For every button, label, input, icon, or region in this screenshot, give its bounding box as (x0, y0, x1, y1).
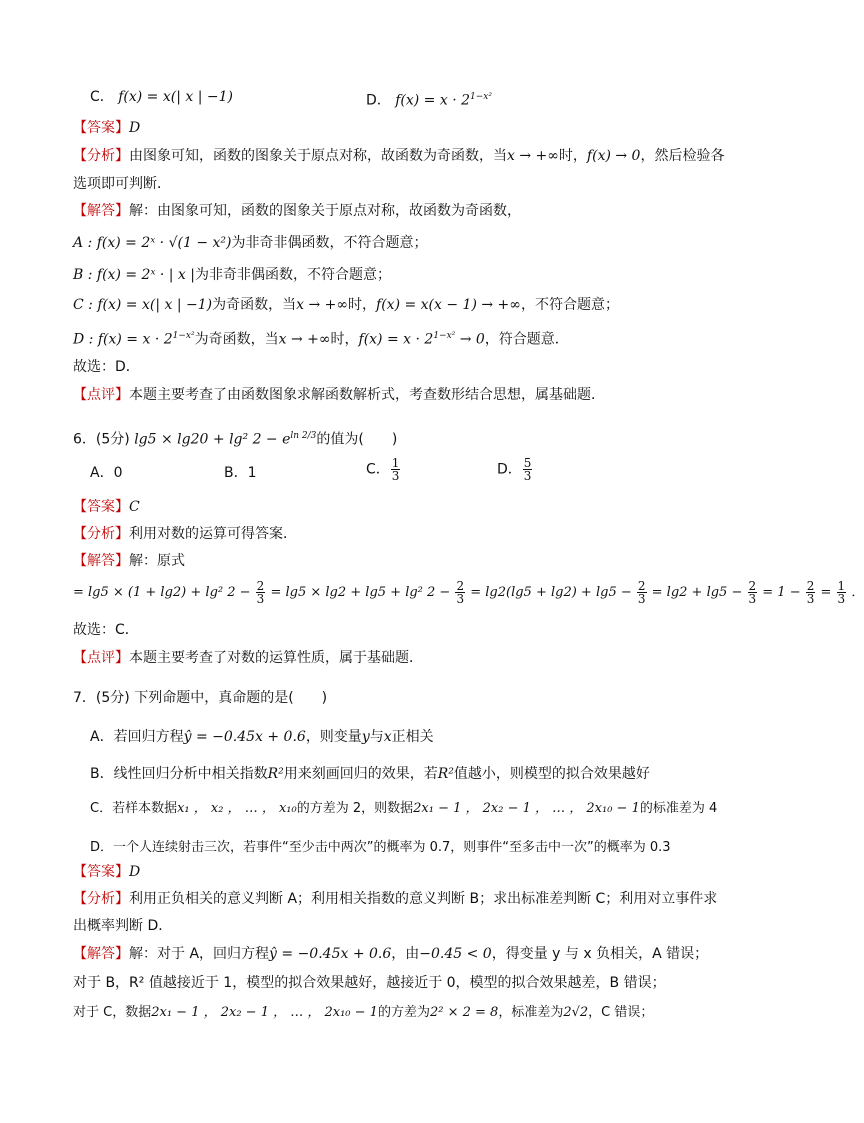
q5-solution-b (73, 265, 391, 285)
q5-option-d (366, 87, 492, 111)
calc-step: = lg5 × (1 + lg2) + lg² 2 − (73, 585, 255, 600)
answer-value: D (129, 864, 141, 880)
solution-math: −0.45 < 0 (419, 946, 492, 962)
q6-solution-calc (73, 580, 864, 605)
solution-math: 2² × 2 = 8 (429, 1005, 499, 1020)
solution-text: 为非奇非偶函数，不符合题意； (195, 267, 391, 283)
q6-option-c (366, 457, 401, 482)
q5-solution-d (73, 326, 569, 350)
fraction-denominator: 3 (806, 592, 815, 606)
q6-option-a: A．0 (90, 465, 123, 481)
q5-option-d-label: D． (366, 92, 391, 109)
option-math: R² (267, 766, 284, 782)
solution-text: 为非奇非偶函数，不符合题意； (231, 235, 428, 251)
fraction-numerator: 2 (637, 579, 646, 593)
q7-option-a (90, 727, 434, 747)
solution-text: ，C 错误； (588, 1005, 654, 1020)
solution-tag: 【解答】 (73, 553, 129, 569)
solution-text: ，标准差为 (498, 1005, 564, 1020)
calc-step: = (816, 585, 836, 600)
q5-option-c (90, 87, 233, 107)
analysis-tag: 【分析】 (73, 891, 129, 907)
option-text: 值越小，则模型的拟合效果越好 (453, 766, 650, 782)
solution-text: ，得变量 y 与 x 负相关，A 错误； (491, 946, 709, 962)
q7-answer (73, 862, 140, 882)
q6-solution-choice: 故选：C． (73, 622, 139, 638)
option-math: y (361, 729, 370, 745)
fraction (806, 580, 816, 605)
fraction-numerator: 2 (256, 579, 265, 593)
fraction-denominator: 3 (637, 592, 646, 606)
q5-option-d-exponent: 1−x² (470, 92, 492, 102)
fraction-numerator: 1 (391, 456, 400, 470)
solution-text: ，不符合题意； (520, 297, 619, 313)
question-text: 的值为( ) (316, 431, 398, 448)
option-math: x₁ ， x₂ ， … ， x₁₀ (177, 801, 297, 816)
fraction (523, 457, 533, 482)
answer-tag: 【答案】 (73, 499, 129, 515)
fraction-denominator: 3 (256, 592, 265, 606)
option-text: 正相关 (391, 729, 434, 745)
comment-text: 本题主要考查了对数的运算性质，属于基础题． (129, 650, 423, 666)
solution-math: → 0 (455, 331, 485, 348)
solution-math: C : f(x) = x(| x | −1) (73, 297, 213, 313)
calc-step: = lg2(lg5 + lg2) + lg5 − (466, 585, 636, 600)
q5-answer (73, 118, 140, 138)
fraction-numerator: 5 (523, 456, 532, 470)
q5-solution-c (73, 295, 619, 315)
question-number: 6．(5分) (73, 431, 130, 448)
solution-math: f(x) = x · 2 (358, 331, 434, 348)
solution-tag: 【解答】 (73, 203, 129, 219)
solution-text: ，符合题意． (484, 331, 569, 348)
option-math: 2x₁ − 1 ， 2x₂ − 1 ， … ， 2x₁₀ − 1 (413, 801, 640, 816)
solution-exponent: 1−x² (433, 331, 456, 341)
q5-analysis-line2: 选项即可判断． (73, 176, 171, 192)
fraction-denominator: 3 (837, 592, 846, 606)
option-text: 的方差为 2，则数据 (296, 801, 414, 816)
q7-solution-line1 (73, 944, 708, 964)
solution-text: 解：对于 A，回归方程 (129, 946, 270, 962)
q6-stem (73, 426, 397, 450)
q7-option-c (90, 799, 717, 819)
solution-text: 时， (348, 297, 377, 313)
q7-solution-line3 (73, 1003, 653, 1023)
answer-tag: 【答案】 (73, 864, 129, 880)
fraction-denominator: 3 (748, 592, 757, 606)
q7-solution-line2: 对于 B，R² 值越接近于 1，模型的拟合效果越好，越接近于 0，模型的拟合效果越差，B 错误； (73, 975, 666, 991)
analysis-math: f(x) → 0 (586, 148, 641, 164)
option-text: ，则变量 (305, 729, 362, 745)
analysis-text: 时， (558, 148, 587, 164)
fraction-numerator: 2 (748, 579, 757, 593)
calc-step: = 1 − (758, 585, 805, 600)
q5-comment (73, 385, 605, 405)
q7-stem: 7．(5分) 下列命题中，真命题的是( ) (73, 690, 328, 706)
solution-text: 为奇函数，当 (212, 297, 297, 313)
solution-math: x → +∞ (278, 331, 331, 348)
solution-text: 的方差为 (377, 1005, 430, 1020)
option-label: C． (366, 461, 390, 478)
q6-comment (73, 648, 423, 668)
analysis-text: ，然后检验各 (640, 148, 725, 164)
solution-math: ŷ = −0.45x + 0.6 (269, 946, 392, 962)
answer-tag: 【答案】 (73, 120, 129, 136)
solution-text: 对于 C，数据 (73, 1005, 152, 1020)
q6-option-d (497, 457, 533, 482)
option-text: A．若回归方程 (90, 729, 184, 745)
solution-exponent: 1−x² (172, 331, 195, 341)
q6-solution-intro (73, 551, 185, 571)
fraction-numerator: 2 (456, 579, 465, 593)
calc-step: ． (847, 585, 864, 600)
solution-math: x → +∞ (296, 297, 349, 313)
solution-math: D : f(x) = x · 2 (73, 331, 173, 348)
q7-option-d: D．一个人连续射击三次，若事件“至少击中两次”的概率为 0.7，则事件“至多击中一次”的概率为 0.3 (90, 840, 671, 855)
fraction (637, 580, 647, 605)
option-text: B．线性回归分析中相关指数 (90, 766, 268, 782)
calc-step: = lg5 × lg2 + lg5 + lg² 2 − (266, 585, 455, 600)
comment-tag: 【点评】 (73, 387, 129, 403)
fraction (837, 580, 847, 605)
q6-answer (73, 497, 140, 517)
analysis-text: 利用对数的运算可得答案． (129, 526, 297, 542)
answer-value: C (129, 499, 140, 515)
solution-text: 时， (330, 331, 359, 348)
option-text: 的标准差为 4 (639, 801, 718, 816)
fraction-denominator: 3 (456, 592, 465, 606)
option-math: x (383, 729, 392, 745)
solution-text: 为奇函数，当 (194, 331, 279, 348)
analysis-tag: 【分析】 (73, 148, 129, 164)
option-text: 用来刻画回归的效果，若 (283, 766, 438, 782)
q5-option-c-formula: f(x) = x(| x | −1) (118, 89, 234, 105)
solution-math: 2x₁ − 1 ， 2x₂ − 1 ， … ， 2x₁₀ − 1 (151, 1005, 378, 1020)
question-exponent: ln 2/3 (290, 431, 317, 441)
comment-tag: 【点评】 (73, 650, 129, 666)
q7-analysis-line2: 出概率判断 D． (73, 918, 173, 934)
solution-math: f(x) = x(x − 1) → +∞ (376, 297, 521, 313)
fraction (455, 580, 465, 605)
solution-math: A : f(x) = 2ˣ · √(1 − x²) (73, 235, 232, 251)
comment-text: 本题主要考查了由函数图象求解函数解析式，考查数形结合思想，属基础题． (129, 387, 605, 403)
option-math: ŷ = −0.45x + 0.6 (183, 729, 306, 745)
fraction-denominator: 3 (523, 469, 532, 483)
fraction-numerator: 2 (806, 579, 815, 593)
analysis-tag: 【分析】 (73, 526, 129, 542)
q5-analysis-line1 (73, 146, 724, 166)
option-math: R² (437, 766, 454, 782)
question-math: lg5 × lg20 + lg² 2 − e (134, 431, 291, 448)
analysis-math: x → +∞ (507, 148, 559, 164)
q6-option-b: B．1 (224, 465, 257, 481)
q5-option-c-label: C． (90, 89, 114, 105)
q7-option-b (90, 764, 650, 784)
analysis-text: 由图象可知，函数的图象关于原点对称，故函数为奇函数，当 (129, 148, 507, 164)
solution-text: ，由 (391, 946, 420, 962)
q5-solution-a (73, 233, 427, 253)
solution-math: B : f(x) = 2ˣ · | x | (73, 267, 195, 283)
answer-value: D (129, 120, 141, 136)
fraction (256, 580, 266, 605)
fraction-denominator: 3 (391, 469, 400, 483)
fraction-numerator: 1 (837, 579, 846, 593)
solution-text: 解：原式 (129, 553, 185, 569)
q5-option-d-formula: f(x) = x · 2 (395, 92, 471, 109)
option-text: C．若样本数据 (90, 801, 178, 816)
solution-math: 2√2 (563, 1005, 589, 1020)
q7-analysis-line1 (73, 889, 717, 909)
calc-step: = lg2 + lg5 − (647, 585, 747, 600)
q5-solution-choice: 故选：D． (73, 359, 140, 375)
fraction (748, 580, 758, 605)
option-text: 与 (369, 729, 384, 745)
q5-solution-intro (73, 201, 521, 221)
solution-text: 解：由图象可知，函数的图象关于原点对称，故函数为奇函数， (129, 203, 521, 219)
option-label: D． (497, 461, 522, 478)
solution-tag: 【解答】 (73, 946, 129, 962)
fraction (391, 457, 401, 482)
analysis-text: 利用正负相关的意义判断 A；利用相关指数的意义判断 B；求出标准差判断 C；利用对立事件求 (129, 891, 718, 907)
q6-analysis (73, 524, 297, 544)
